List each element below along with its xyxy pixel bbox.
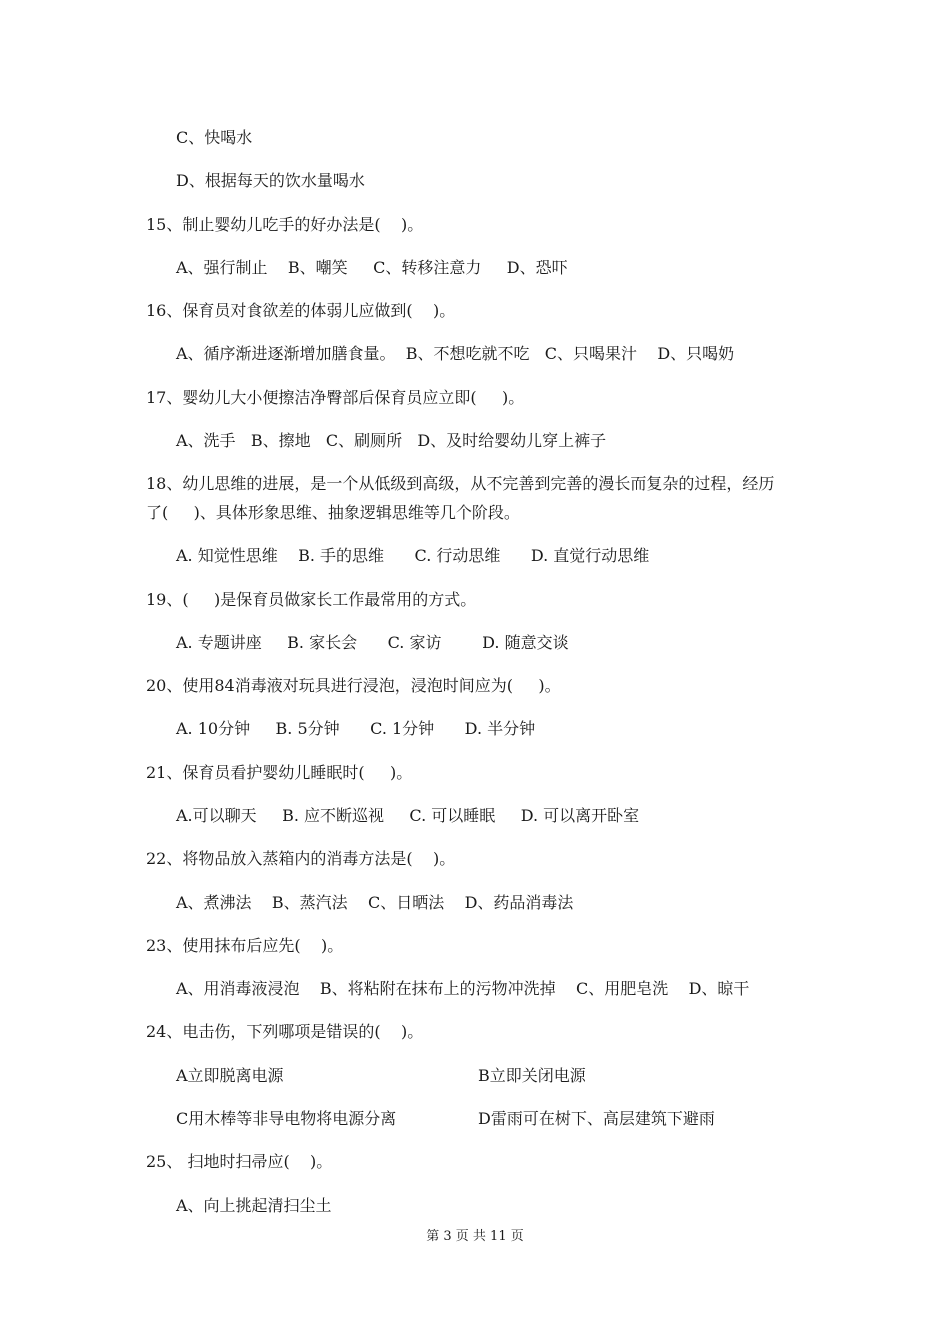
question-22: 22、将物品放入蒸箱内的消毒方法是( )。 (146, 849, 456, 868)
option-24-b: B立即关闭电源 (478, 1066, 586, 1085)
question-16: 16、保育员对食欲差的体弱儿应做到( )。 (146, 301, 456, 320)
question-25: 25、 扫地时扫帚应( )。 (146, 1152, 333, 1171)
question-20: 20、使用84消毒液对玩具进行浸泡，浸泡时间应为( )。 (146, 676, 561, 695)
options-16: A、循序渐进逐渐增加膳食量。 B、不想吃就不吃 C、只喝果汁 D、只喝奶 (176, 344, 735, 363)
options-17: A、洗手 B、擦地 C、刷厕所 D、及时给婴幼儿穿上裤子 (176, 431, 607, 450)
options-22: A、煮沸法 B、蒸汽法 C、日晒法 D、药品消毒法 (176, 893, 574, 912)
options-15: A、强行制止 B、嘲笑 C、转移注意力 D、恐吓 (176, 258, 568, 277)
options-19: A. 专题讲座 B. 家长会 C. 家访 D. 随意交谈 (176, 633, 569, 652)
options-20: A. 10分钟 B. 5分钟 C. 1分钟 D. 半分钟 (176, 719, 536, 738)
page-footer: 第 3 页 共 11 页 (426, 1229, 524, 1244)
question-18-line1: 18、幼儿思维的进展，是一个从低级到高级，从不完善到完善的漫长而复杂的过程，经历 (146, 474, 775, 493)
question-17: 17、婴幼儿大小便擦洁净臀部后保育员应立即( )。 (146, 388, 525, 407)
question-23: 23、使用抹布后应先( )。 (146, 936, 344, 955)
option-c-drink-fast: C、快喝水 (176, 128, 253, 147)
option-d-drink-by-amount: D、根据每天的饮水量喝水 (176, 171, 365, 190)
options-21: A.可以聊天 B. 应不断巡视 C. 可以睡眠 D. 可以离开卧室 (176, 806, 640, 825)
option-24-d: D雷雨可在树下、高层建筑下避雨 (478, 1109, 715, 1128)
question-24: 24、电击伤，下列哪项是错误的( )。 (146, 1022, 424, 1041)
options-18: A. 知觉性思维 B. 手的思维 C. 行动思维 D. 直觉行动思维 (176, 546, 650, 565)
question-18-line2: 了( )、具体形象思维、抽象逻辑思维等几个阶段。 (146, 503, 520, 522)
option-24-c: C用木棒等非导电物将电源分离 (176, 1109, 397, 1128)
question-15: 15、制止婴幼儿吃手的好办法是( )。 (146, 215, 424, 234)
options-23: A、用消毒液浸泡 B、将粘附在抹布上的污物冲洗掉 C、用肥皂洗 D、晾干 (176, 979, 750, 998)
option-25-a: A、向上挑起清扫尘土 (176, 1196, 332, 1215)
option-24-a: A立即脱离电源 (176, 1066, 284, 1085)
question-19: 19、( )是保育员做家长工作最常用的方式。 (146, 590, 477, 609)
question-21: 21、保育员看护婴幼儿睡眠时( )。 (146, 763, 413, 782)
